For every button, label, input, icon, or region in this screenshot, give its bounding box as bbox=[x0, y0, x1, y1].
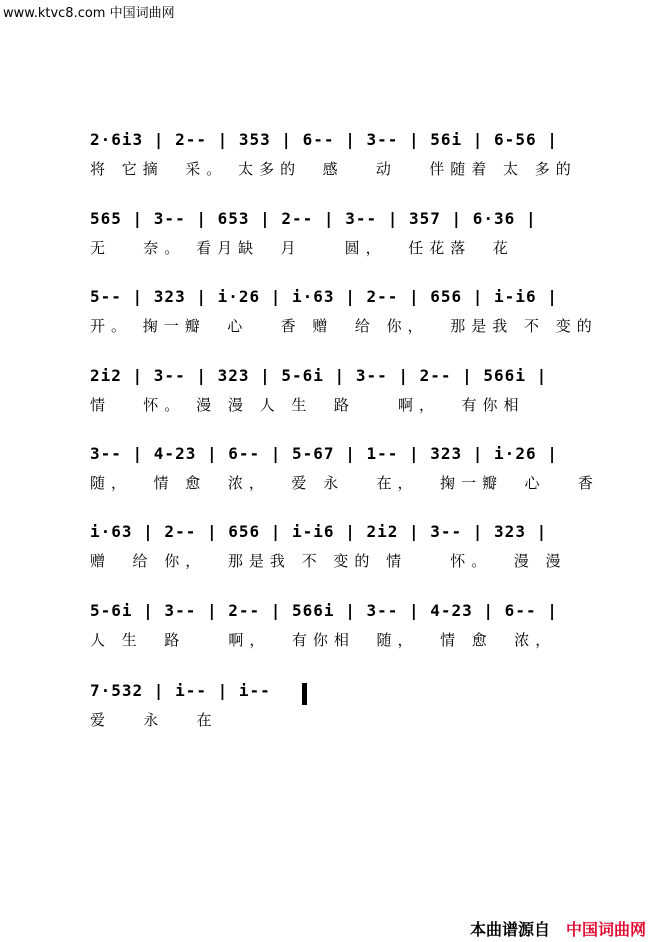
notation-line: 3-- | 4-23 | 6-- | 5-67 | 1-- | 323 | i·26 | bbox=[90, 444, 558, 463]
lyrics-line: 将 它摘 采。 太多的 感 动 伴随着 太 多的 bbox=[90, 160, 577, 178]
notation-line: i·63 | 2-- | 656 | i-i6 | 2i2 | 3-- | 323 | bbox=[90, 522, 548, 541]
notation-line: 5-- | 323 | i·26 | i·63 | 2-- | 656 | i-i6 | bbox=[90, 287, 558, 306]
notation-line: 2·6i3 | 2-- | 353 | 6-- | 3-- | 56i | 6-56 | bbox=[90, 130, 558, 149]
site-name: 中国词曲网 bbox=[565, 920, 646, 939]
lyrics-line: 人 生 路 啊， 有你相 随， 情 愈 浓， bbox=[90, 631, 557, 649]
lyrics-line: 爱 永 在 bbox=[90, 711, 218, 729]
source-label: 本曲谱源自 bbox=[469, 920, 550, 939]
lyrics-line: 情 怀。 漫 漫 人 生 路 啊， 有你相 bbox=[90, 396, 525, 414]
final-barline bbox=[302, 683, 307, 705]
lyrics-line: 开。 掬一瓣 心 香 赠 给 你， 那是我 不 变的 bbox=[90, 317, 598, 335]
notation-line: 7·532 | i-- | i-- bbox=[90, 681, 271, 700]
notation-line: 2i2 | 3-- | 323 | 5-6i | 3-- | 2-- | 566i | bbox=[90, 366, 548, 385]
watermark-text: www.ktvc8.com 中国词曲网 bbox=[3, 6, 175, 21]
lyrics-line: 无 奈。 看月缺 月 圆， 任花落 花 bbox=[90, 239, 514, 257]
notation-line: 5-6i | 3-- | 2-- | 566i | 3-- | 4-23 | 6-- | bbox=[90, 601, 558, 620]
footer-source bbox=[470, 917, 646, 940]
lyrics-line: 赠 给 你， 那是我 不 变的 情 怀。 漫 漫 bbox=[90, 552, 567, 570]
lyrics-line: 随， 情 愈 浓， 爱 永 在， 掬一瓣 心 香 bbox=[90, 474, 599, 492]
notation-line: 565 | 3-- | 653 | 2-- | 3-- | 357 | 6·36 | bbox=[90, 209, 537, 228]
